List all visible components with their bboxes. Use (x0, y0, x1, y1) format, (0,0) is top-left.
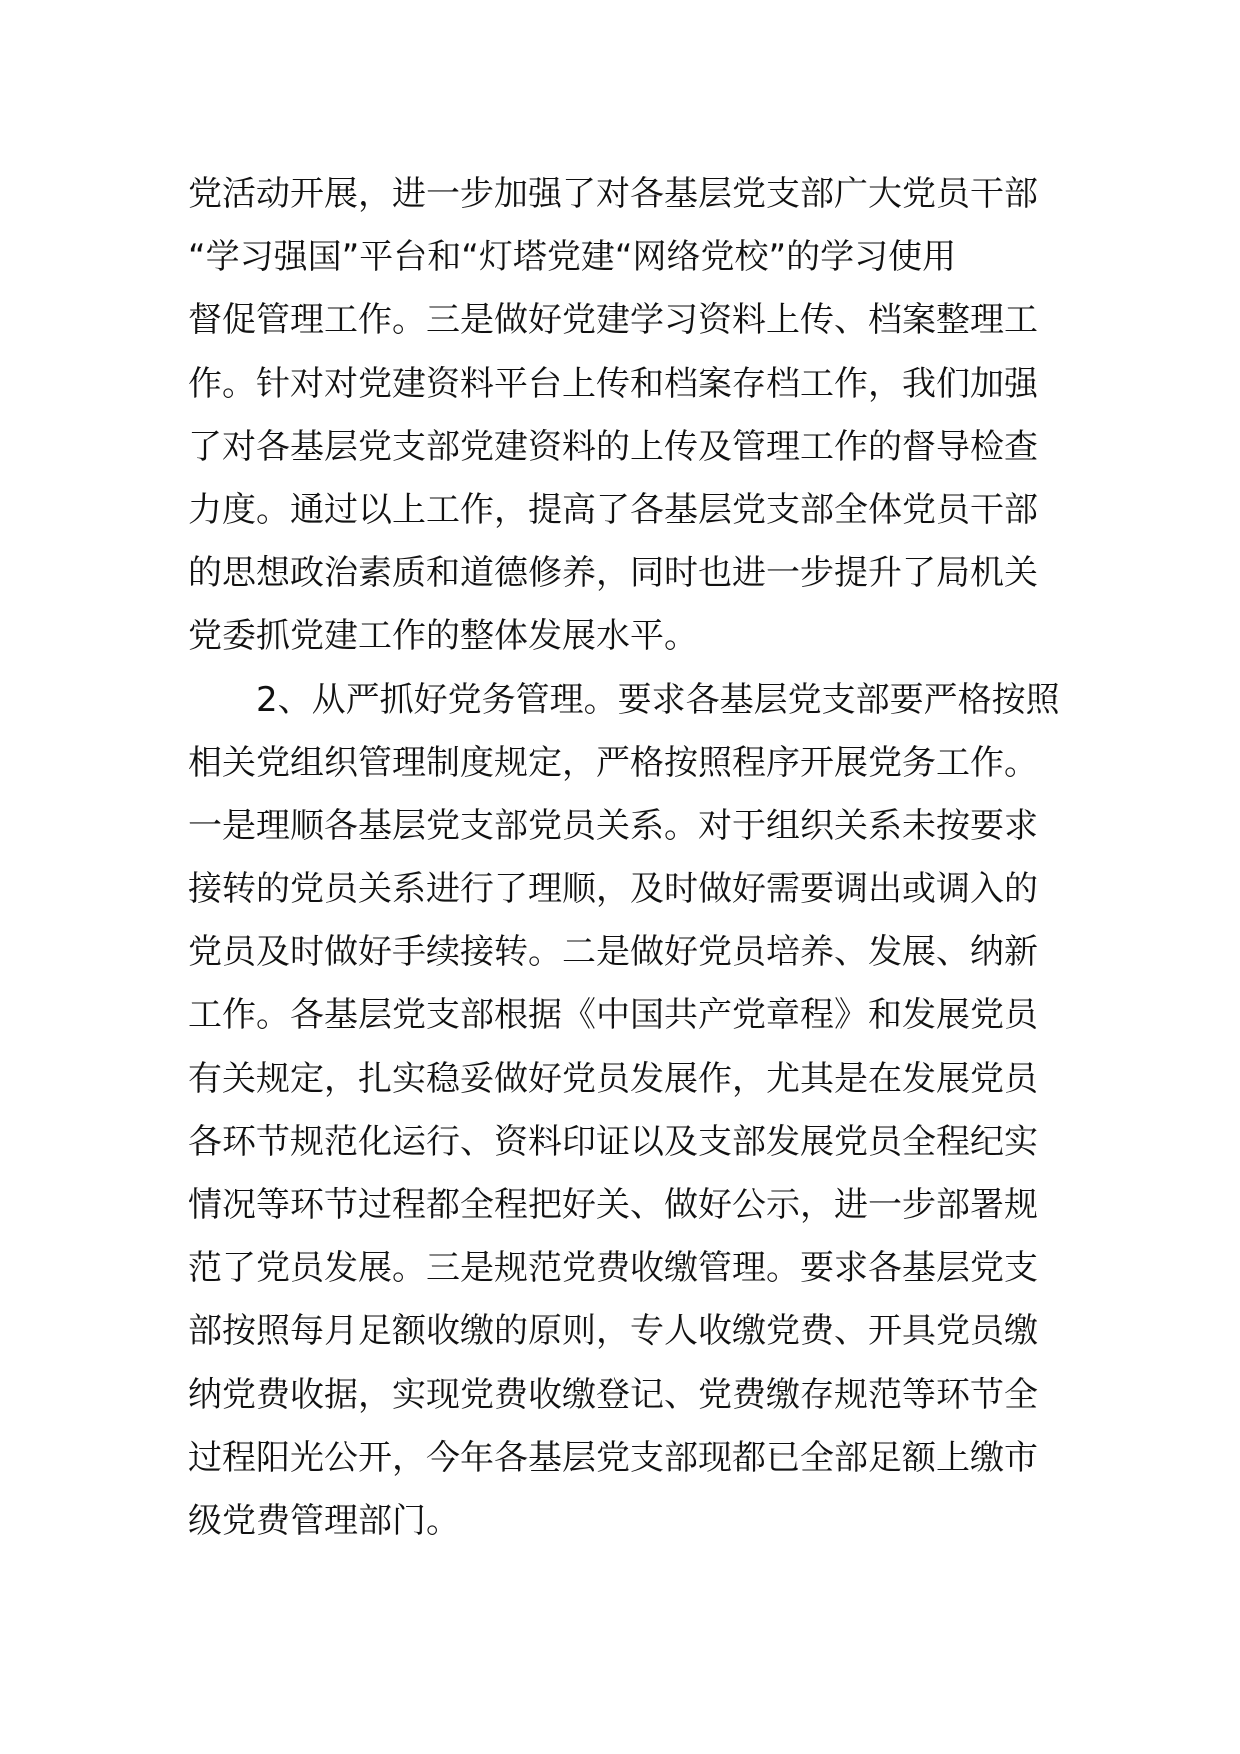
text-line: 有关规定，扎实稳妥做好党员发展作，尤其是在发展党员 (188, 1058, 1038, 1099)
text-line: 级党费管理部门。 (188, 1500, 460, 1541)
text-line: 党委抓党建工作的整体发展水平。 (188, 616, 698, 657)
text-line: 情况等环节过程都全程把好关、做好公示，进一步部署规 (188, 1185, 1038, 1225)
text-line: 相关党组织管理制度规定，严格按照程序开展党务工作。 (188, 742, 1038, 783)
text-line: 一是理顺各基层党支部党员关系。对于组织关系未按要求 (188, 805, 1038, 846)
body-text (188, 163, 1060, 1553)
paragraph-start-line: 2、从严抓好党务管理。要求各基层党支部要严格按照 (256, 679, 1060, 720)
text-line: 部按照每月足额收缴的原则，专人收缴党费、开具党员缴 (188, 1311, 1038, 1352)
text-line: 督促管理工作。三是做好党建学习资料上传、档案整理工 (188, 300, 1038, 341)
text-line: “学习强国”平台和“灯塔党建“网络党校”的学习使用 (188, 237, 957, 278)
text-line: 党活动开展，进一步加强了对各基层党支部广大党员干部 (188, 174, 1038, 214)
text-line: 力度。通过以上工作，提高了各基层党支部全体党员干部 (188, 489, 1038, 530)
text-line: 的思想政治素质和道德修养，同时也进一步提升了局机关 (188, 553, 1038, 594)
text-line: 接转的党员关系进行了理顺，及时做好需要调出或调入的 (188, 869, 1038, 910)
text-line: 了对各基层党支部党建资料的上传及管理工作的督导检查 (188, 426, 1038, 467)
text-line: 各环节规范化运行、资料印证以及支部发展党员全程纪实 (188, 1121, 1038, 1162)
text-line: 党员及时做好手续接转。二是做好党员培养、发展、纳新 (188, 932, 1038, 973)
text-line: 纳党费收据，实现党费收缴登记、党费缴存规范等环节全 (188, 1374, 1038, 1415)
text-line: 作。针对对党建资料平台上传和档案存档工作，我们加强 (188, 363, 1038, 404)
text-line: 工作。各基层党支部根据《中国共产党章程》和发展党员 (188, 995, 1038, 1036)
text-line: 范了党员发展。三是规范党费收缴管理。要求各基层党支 (188, 1248, 1038, 1289)
text-line: 过程阳光公开，今年各基层党支部现都已全部足额上缴市 (188, 1437, 1038, 1478)
